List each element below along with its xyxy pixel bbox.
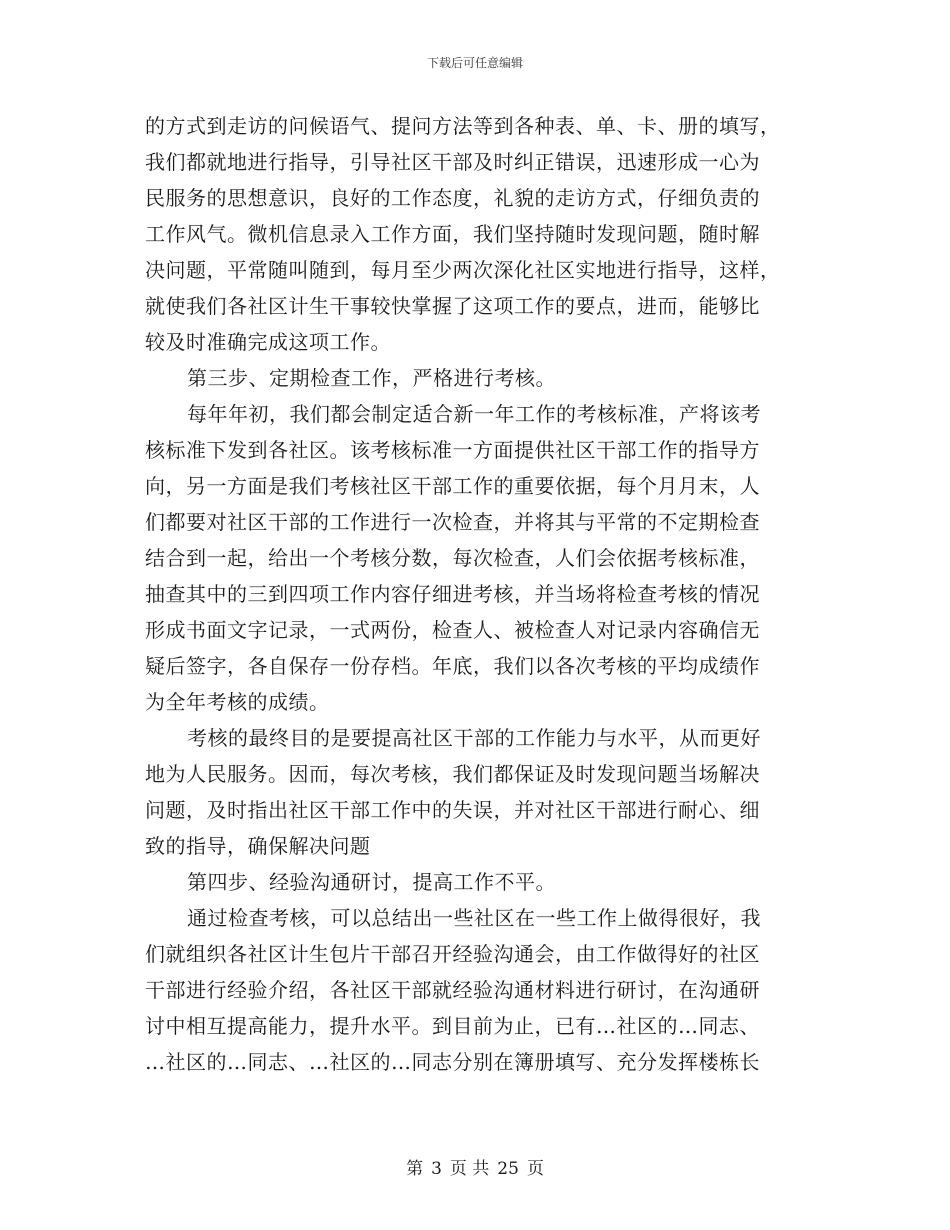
text-line: 干部进行经验介绍，各社区干部就经验沟通材料进行研讨，在沟通研	[145, 978, 760, 1002]
text-line: 就使我们各社区计生干事较快掌握了这项工作的要点，进而，能够比	[145, 294, 760, 318]
text-line: 形成书面文字记录，一式两份，检查人、被检查人对记录内容确信无	[145, 618, 760, 642]
text-line: 结合到一起，给出一个考核分数，每次检查，人们会依据考核标准，	[145, 546, 760, 570]
text-line: 讨中相互提高能力，提升水平。到目前为止，已有…社区的…同志、	[145, 1014, 760, 1038]
footer-suffix: 页	[526, 1159, 544, 1179]
text-line: 第四步、经验沟通研讨，提高工作不平。	[187, 870, 556, 894]
text-line: 通过检查考核，可以总结出一些社区在一些工作上做得很好，我	[187, 906, 761, 930]
text-line: 每年年初，我们都会制定适合新一年工作的考核标准，产将该考	[187, 402, 761, 426]
footer-total-pages: 25	[497, 1159, 519, 1179]
footer-middle: 页 共	[449, 1159, 490, 1179]
text-line: 较及时准确完成这项工作。	[145, 330, 391, 354]
text-line: 向，另一方面是我们考核社区干部工作的重要依据，每个月月末，人	[145, 474, 760, 498]
text-line: 抽查其中的三到四项工作内容仔细进考核，并当场将检查考核的情况	[145, 582, 760, 606]
text-line: 问题，及时指出社区干部工作中的失误，并对社区干部进行耐心、细	[145, 798, 760, 822]
text-line: …社区的…同志、…社区的…同志分别在簿册填写、充分发挥楼栋长	[145, 1050, 760, 1074]
text-line: 的方式到走访的问候语气、提问方法等到各种表、单、卡、册的填写，	[145, 114, 781, 138]
text-line: 工作风气。微机信息录入工作方面，我们坚持随时发现问题，随时解	[145, 222, 760, 246]
text-line: 疑后签字，各自保存一份存档。年底，我们以各次考核的平均成绩作	[145, 654, 760, 678]
text-line: 为全年考核的成绩。	[145, 690, 330, 714]
header-note: 下载后可任意编辑	[426, 56, 523, 70]
text-line: 们就组织各社区计生包片干部召开经验沟通会，由工作做得好的社区	[145, 942, 760, 966]
text-line: 第三步、定期检查工作，严格进行考核。	[187, 366, 556, 390]
text-line: 民服务的思想意识，良好的工作态度，礼貌的走访方式，仔细负责的	[145, 186, 760, 210]
text-line: 致的指导，确保解决问题	[145, 834, 371, 858]
text-line: 核标准下发到各社区。该考核标准一方面提供社区干部工作的指导方	[145, 438, 760, 462]
body-text	[145, 108, 805, 1080]
footer-page-number: 3	[431, 1159, 442, 1179]
page-footer	[0, 1154, 950, 1179]
text-line: 我们都就地进行指导，引导社区干部及时纠正错误，迅速形成一心为	[145, 150, 760, 174]
text-line: 们都要对社区干部的工作进行一次检查，并将其与平常的不定期检查	[145, 510, 760, 534]
text-line: 决问题，平常随叫随到，每月至少两次深化社区实地进行指导，这样，	[145, 258, 781, 282]
text-line: 考核的最终目的是要提高社区干部的工作能力与水平，从而更好	[187, 726, 761, 750]
text-line: 地为人民服务。因而，每次考核，我们都保证及时发现问题当场解决	[145, 762, 760, 786]
footer-prefix: 第	[406, 1159, 424, 1179]
